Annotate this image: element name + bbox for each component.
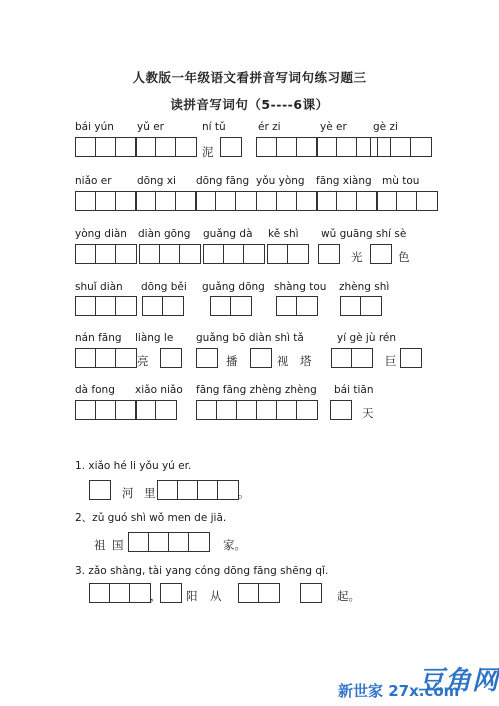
pinyin-label: zhèng shì <box>339 281 390 293</box>
writing-grid[interactable] <box>89 480 111 500</box>
writing-grid[interactable] <box>331 348 373 368</box>
pinyin-label: yǒu yòng <box>256 175 305 187</box>
pinyin-label: wǔ guāng shí sè <box>321 228 407 240</box>
writing-grid[interactable] <box>139 244 201 264</box>
pinyin-label: fāng fāng zhèng zhèng <box>196 384 317 396</box>
writing-grid[interactable] <box>340 296 382 316</box>
writing-grid[interactable] <box>196 348 218 368</box>
writing-grid[interactable] <box>157 480 239 500</box>
writing-grid[interactable] <box>316 191 378 211</box>
pinyin-label: shàng tou <box>274 281 327 293</box>
sentence-pinyin: 1. xiǎo hé li yǒu yú er. <box>75 460 192 472</box>
pinyin-label: ér zi <box>258 121 281 133</box>
writing-grid[interactable] <box>135 400 177 420</box>
writing-grid[interactable] <box>316 137 378 157</box>
writing-grid[interactable] <box>75 296 137 316</box>
given-character: 色 <box>398 250 410 264</box>
writing-grid[interactable] <box>75 400 137 420</box>
pinyin-label: yòng diàn <box>75 228 127 240</box>
pinyin-label: fāng xiàng <box>316 175 372 187</box>
writing-grid[interactable] <box>75 348 137 368</box>
writing-grid[interactable] <box>75 244 137 264</box>
writing-grid[interactable] <box>195 191 257 211</box>
writing-grid[interactable] <box>135 137 197 157</box>
writing-grid[interactable] <box>250 348 272 368</box>
writing-grid[interactable] <box>75 137 137 157</box>
writing-grid[interactable] <box>135 191 197 211</box>
given-character: 巨 <box>385 354 397 368</box>
sentence-pinyin: 2、zǔ guó shì wǒ men de jiā. <box>75 512 227 524</box>
writing-grid[interactable] <box>267 244 309 264</box>
writing-grid[interactable] <box>142 296 184 316</box>
watermark-logo: 豆角网 <box>418 666 499 696</box>
writing-grid[interactable] <box>75 191 137 211</box>
given-character: 视 <box>277 354 289 368</box>
given-character: 阳 <box>186 589 198 603</box>
pinyin-label: guǎng dà <box>203 228 253 240</box>
writing-grid[interactable] <box>370 244 392 264</box>
writing-grid[interactable] <box>400 348 422 368</box>
writing-grid[interactable] <box>160 348 182 368</box>
given-character: 播 <box>226 354 238 368</box>
writing-grid[interactable] <box>300 583 322 603</box>
writing-grid[interactable] <box>196 400 318 420</box>
pinyin-label: dōng běi <box>141 281 187 293</box>
pinyin-label: niǎo er <box>75 175 112 187</box>
writing-grid[interactable] <box>160 583 182 603</box>
writing-grid[interactable] <box>238 583 280 603</box>
given-character: 天 <box>362 406 374 420</box>
writing-grid[interactable] <box>318 244 340 264</box>
given-character: 塔 <box>300 354 312 368</box>
pinyin-label: diàn gōng <box>138 228 191 240</box>
pinyin-label: dà fong <box>75 384 115 396</box>
page-title: 人教版一年级语文看拼音写词句练习题三 <box>132 70 367 85</box>
pinyin-label: mù tou <box>382 175 420 187</box>
writing-grid[interactable] <box>89 583 151 603</box>
watermark-left: 新世家 27x.com <box>338 682 460 700</box>
pinyin-label: yè er <box>320 121 347 133</box>
given-character: 泥 <box>202 145 214 159</box>
pinyin-label: nán fāng <box>75 332 122 344</box>
pinyin-label: liàng le <box>135 332 174 344</box>
given-character: 国 <box>112 538 124 552</box>
writing-grid[interactable] <box>376 191 438 211</box>
pinyin-label: guǎng bō diàn shì tǎ <box>196 332 304 344</box>
writing-grid[interactable] <box>203 244 265 264</box>
given-character: 光 <box>351 250 363 264</box>
given-character: 。 <box>238 486 250 500</box>
writing-grid[interactable] <box>128 532 210 552</box>
writing-grid[interactable] <box>220 137 242 157</box>
writing-grid[interactable] <box>256 191 318 211</box>
given-character: 河 <box>122 486 134 500</box>
pinyin-label: bái tiān <box>334 384 374 396</box>
pinyin-label: yǔ er <box>137 121 164 133</box>
given-character: 亮 <box>137 354 149 368</box>
pinyin-label: bái yún <box>75 121 114 133</box>
pinyin-label: xiǎo niǎo <box>135 384 183 396</box>
given-character: 祖 <box>94 538 106 552</box>
given-character: 从 <box>210 589 222 603</box>
writing-grid[interactable] <box>256 137 318 157</box>
given-character: 家。 <box>223 538 246 552</box>
given-character: 起。 <box>337 589 360 603</box>
given-character: 里 <box>144 486 156 500</box>
pinyin-label: shuǐ diàn <box>75 281 123 293</box>
pinyin-label: kě shì <box>268 228 299 240</box>
pinyin-label: guǎng dōng <box>202 281 265 293</box>
page-subtitle: 读拼音写词句（5----6课） <box>170 97 329 112</box>
given-character: ， <box>150 589 162 603</box>
pinyin-label: ní tǔ <box>202 121 226 133</box>
writing-grid[interactable] <box>370 137 432 157</box>
writing-grid[interactable] <box>276 296 318 316</box>
sentence-pinyin: 3. zǎo shàng, tài yang cóng dōng fāng shēng qǐ. <box>75 565 329 577</box>
pinyin-label: yí gè jù rén <box>337 332 397 344</box>
pinyin-label: dōng xi <box>137 175 176 187</box>
pinyin-label: gè zi <box>373 121 398 133</box>
writing-grid[interactable] <box>210 296 252 316</box>
pinyin-label: dōng fāng <box>196 175 250 187</box>
writing-grid[interactable] <box>330 400 352 420</box>
